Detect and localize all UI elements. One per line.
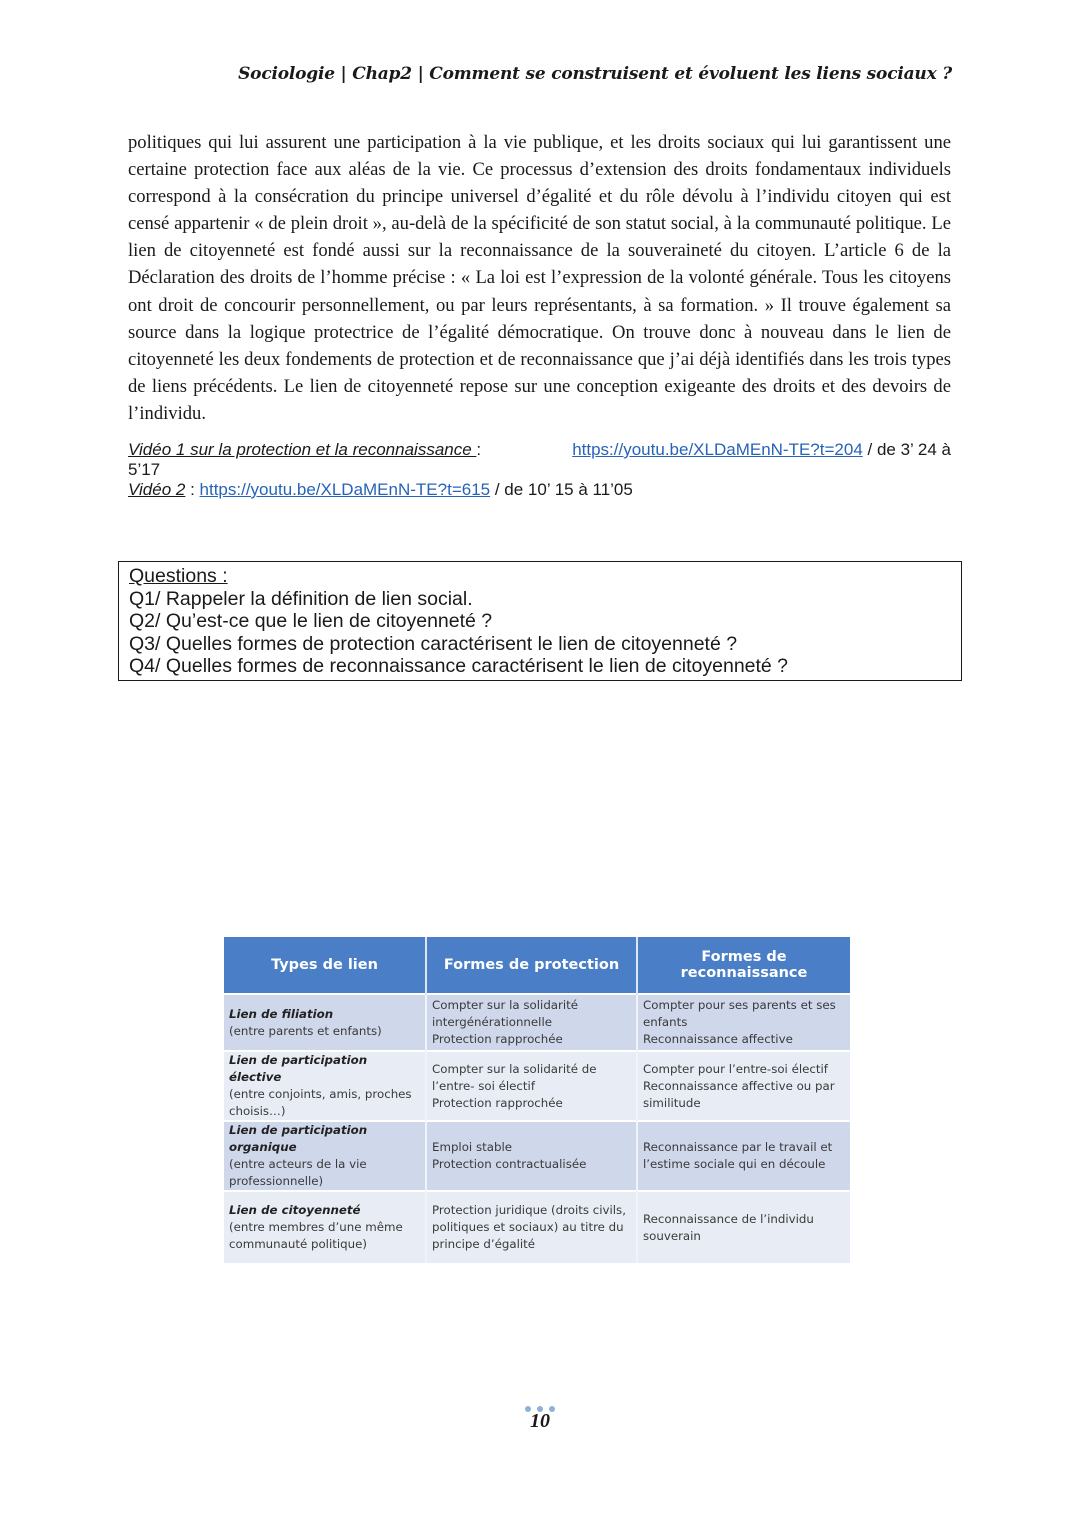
video-1-label: Vidéo 1 sur la protection et la reconnaissance — [128, 440, 477, 459]
type-description: (entre conjoints, amis, proches choisis…) — [229, 1087, 412, 1118]
protection-cell — [426, 1191, 637, 1263]
recognition-line: Reconnaissance de l’individu souverain — [643, 1211, 814, 1243]
question-3: Q3/ Quelles formes de protection caractérisent le lien de citoyenneté ? — [129, 632, 738, 655]
type-cell — [224, 994, 426, 1051]
protection-line: Compter sur la solidarité de l’entre- soi électif — [432, 1061, 597, 1093]
protection-line: intergénérationnelle — [432, 1015, 552, 1029]
video-links — [128, 440, 951, 500]
header-formes-protection: Formes de protection — [426, 937, 637, 994]
header-types-de-lien: Types de lien — [224, 937, 426, 994]
protection-line: Protection juridique (droits civils, politiques et sociaux) au titre du principe d’égalité — [432, 1203, 626, 1251]
running-header: Sociologie | Chap2 | Comment se construisent et évoluent les liens sociaux ? — [238, 64, 952, 84]
type-name: Lien de filiation — [229, 1006, 334, 1021]
protection-line: Emploi stable — [432, 1140, 512, 1154]
protection-line: Protection rapprochée — [432, 1032, 563, 1046]
protection-line: Protection contractualisée — [432, 1157, 587, 1171]
table-row — [224, 1051, 850, 1121]
protection-line: Protection rapprochée — [432, 1095, 563, 1110]
recognition-line: Reconnaissance affective — [643, 1032, 793, 1046]
social-links-table — [224, 937, 850, 1263]
recognition-line: Reconnaissance par le travail et l’estime sociale qui en découle — [643, 1140, 833, 1171]
type-description: (entre acteurs de la vie professionnelle) — [229, 1157, 367, 1188]
type-cell — [224, 1191, 426, 1263]
video-2-range: / de 10’ 15 à 11’05 — [490, 480, 633, 499]
type-description: (entre membres d’une même communauté politique) — [229, 1220, 403, 1251]
recognition-cell — [637, 1191, 850, 1263]
video-1-range: / de 3’ 24 à — [862, 440, 951, 459]
page-footer — [0, 1406, 1080, 1433]
recognition-cell — [637, 1121, 850, 1191]
video-1-range-continued: 5’17 — [128, 460, 161, 479]
protection-cell — [426, 1121, 637, 1191]
body-paragraph: politiques qui lui assurent une participation à la vie publique, et les droits sociaux qui lui garantissent une certaine protection face aux aléas de la vie. Ce processus d’extension des droits fondamentaux individuels correspond à la consécration du principe universel d’égalité et du rôle dévolu à l’individu citoyen qui est censé appartenir « de plein droit », au-delà de la spécificité de son statut social, à la communauté politique. Le lien de citoyenneté est fondé aussi sur la reconnaissance de la souveraineté du citoyen. L’article 6 de la Déclaration des droits de l’homme précise : « La loi est l’expression de la volonté générale. Tous les citoyens ont droit de concourir personnellement, ou par leurs représentants, à sa formation. » Il trouve également sa source dans la logique protectrice de l’égalité démocratique. On trouve donc à nouveau dans le lien de citoyenneté les deux fondements de protection et de reconnaissance que j’ai déjà identifiés dans les trois types de liens précédents. Le lien de citoyenneté repose sur une conception exigeante des droits et des devoirs de l’individu. — [128, 132, 951, 424]
type-cell — [224, 1051, 426, 1121]
recognition-line: Compter pour l’entre-soi électif — [643, 1061, 828, 1076]
video-2-separator: : — [185, 480, 200, 499]
questions-box — [118, 561, 962, 681]
video-2-line — [128, 480, 951, 500]
recognition-cell — [637, 1051, 850, 1121]
page-number: 10 — [530, 1410, 550, 1432]
protection-cell — [426, 1051, 637, 1121]
type-name: Lien de participation organique — [229, 1123, 368, 1154]
video-1-separator: : — [476, 440, 482, 459]
video-2-link[interactable]: https://youtu.be/XLDaMEnN-TE?t=615 — [199, 480, 491, 499]
type-name: Lien de citoyenneté — [229, 1203, 361, 1217]
question-4: Q4/ Quelles formes de reconnaissance caractérisent le lien de citoyenneté ? — [129, 655, 789, 678]
type-description: (entre parents et enfants) — [229, 1023, 382, 1038]
video-2-label: Vidéo 2 — [128, 480, 186, 499]
recognition-line: Compter pour ses parents et ses enfants — [643, 998, 836, 1029]
table-row — [224, 994, 850, 1051]
protection-line: Compter sur la solidarité — [432, 998, 579, 1012]
table-row — [224, 1121, 850, 1191]
table-header-row — [224, 937, 850, 994]
type-cell — [224, 1121, 426, 1191]
question-1: Q1/ Rappeler la définition de lien social. — [129, 587, 473, 610]
question-2: Q2/ Qu’est-ce que le lien de citoyenneté ? — [129, 610, 493, 633]
video-1-line — [128, 440, 951, 460]
type-name: Lien de participation élective — [229, 1053, 368, 1084]
questions-title: Questions : — [129, 565, 228, 587]
header-formes-reconnaissance: Formes de reconnaissance — [637, 937, 850, 994]
table-row — [224, 1191, 850, 1263]
recognition-cell — [637, 994, 850, 1051]
video-1-link[interactable]: https://youtu.be/XLDaMEnN-TE?t=204 — [572, 440, 863, 459]
recognition-line: Reconnaissance affective ou par similitude — [643, 1078, 835, 1110]
protection-cell — [426, 994, 637, 1051]
